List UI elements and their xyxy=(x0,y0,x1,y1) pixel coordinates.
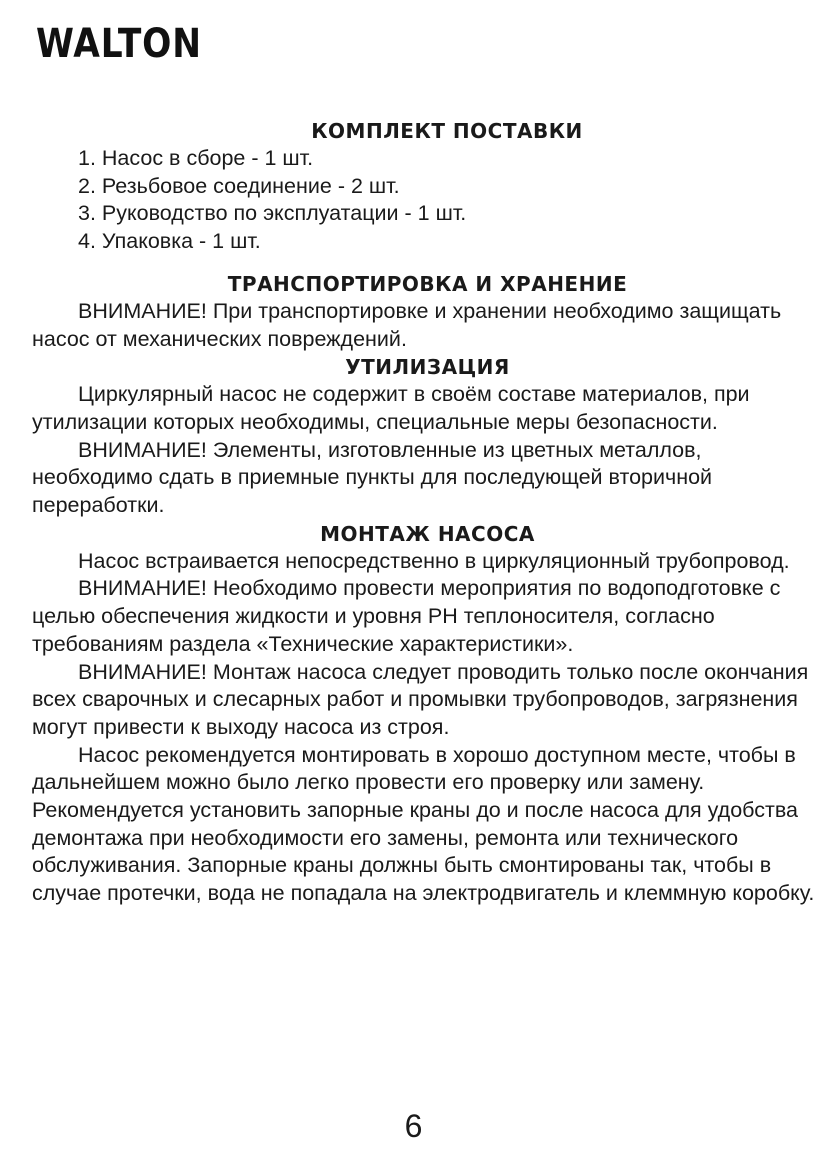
paragraph: Насос рекомендуется монтировать в хорошо доступном месте, чтобы в дальнейшем можно было легко провести его проверку или замену. Рекомендуется установить запорные краны до и после насоса для удобства демонтажа при необходимости его замены, ремонта или технического обслуживания. Запорные краны должны быть смонтированы так, чтобы в случае протечки, вода не попадала на электродвигатель и клеммную коробку. xyxy=(32,742,815,906)
paragraph: ВНИМАНИЕ! Монтаж насоса следует проводить только после окончания всех сварочных и слесарных работ и промывки трубопроводов, загрязнения могут привести к выходу насоса из строя. xyxy=(32,659,809,739)
paragraph: ВНИМАНИЕ! Элементы, изготовленные из цветных металлов, необходимо сдать в приемные пункты для последующей вторичной переработки. xyxy=(32,437,713,518)
page-number: 6 xyxy=(404,1108,423,1144)
paragraph: Циркулярный насос не содержит в своём составе материалов, при утилизации которых необходимы, специальные меры безопасности. xyxy=(32,382,750,434)
section-title-mounting: МОНТАЖ НАСОСА xyxy=(320,521,535,546)
page-content xyxy=(32,117,822,908)
kit-list xyxy=(32,145,822,256)
section-title-disposal: УТИЛИЗАЦИЯ xyxy=(345,355,510,380)
section-title-transport: ТРАНСПОРТИРОВКА И ХРАНЕНИЕ xyxy=(227,271,628,296)
section-title-kit: КОМПЛЕКТ ПОСТАВКИ xyxy=(311,119,583,143)
paragraph: ВНИМАНИЕ! При транспортировке и хранении необходимо защищать насос от механических повреждений. xyxy=(32,298,782,351)
paragraph: Насос встраивается непосредственно в циркуляционный трубопровод. xyxy=(78,548,790,573)
list-item: 3. Руководство по эксплуатации - 1 шт. xyxy=(78,201,467,226)
brand-logo: WALTON xyxy=(36,21,202,67)
list-item: 1. Насос в сборе - 1 шт. xyxy=(78,146,314,170)
list-item: 2. Резьбовое соединение - 2 шт. xyxy=(78,173,400,198)
paragraph: ВНИМАНИЕ! Необходимо провести мероприятия по водоподготовке с целью обеспечения жидкости и уровня РН теплоносителя, согласно требованиям раздела «Технические характеристики». xyxy=(32,576,781,656)
list-item: 4. Упаковка - 1 шт. xyxy=(78,229,261,254)
